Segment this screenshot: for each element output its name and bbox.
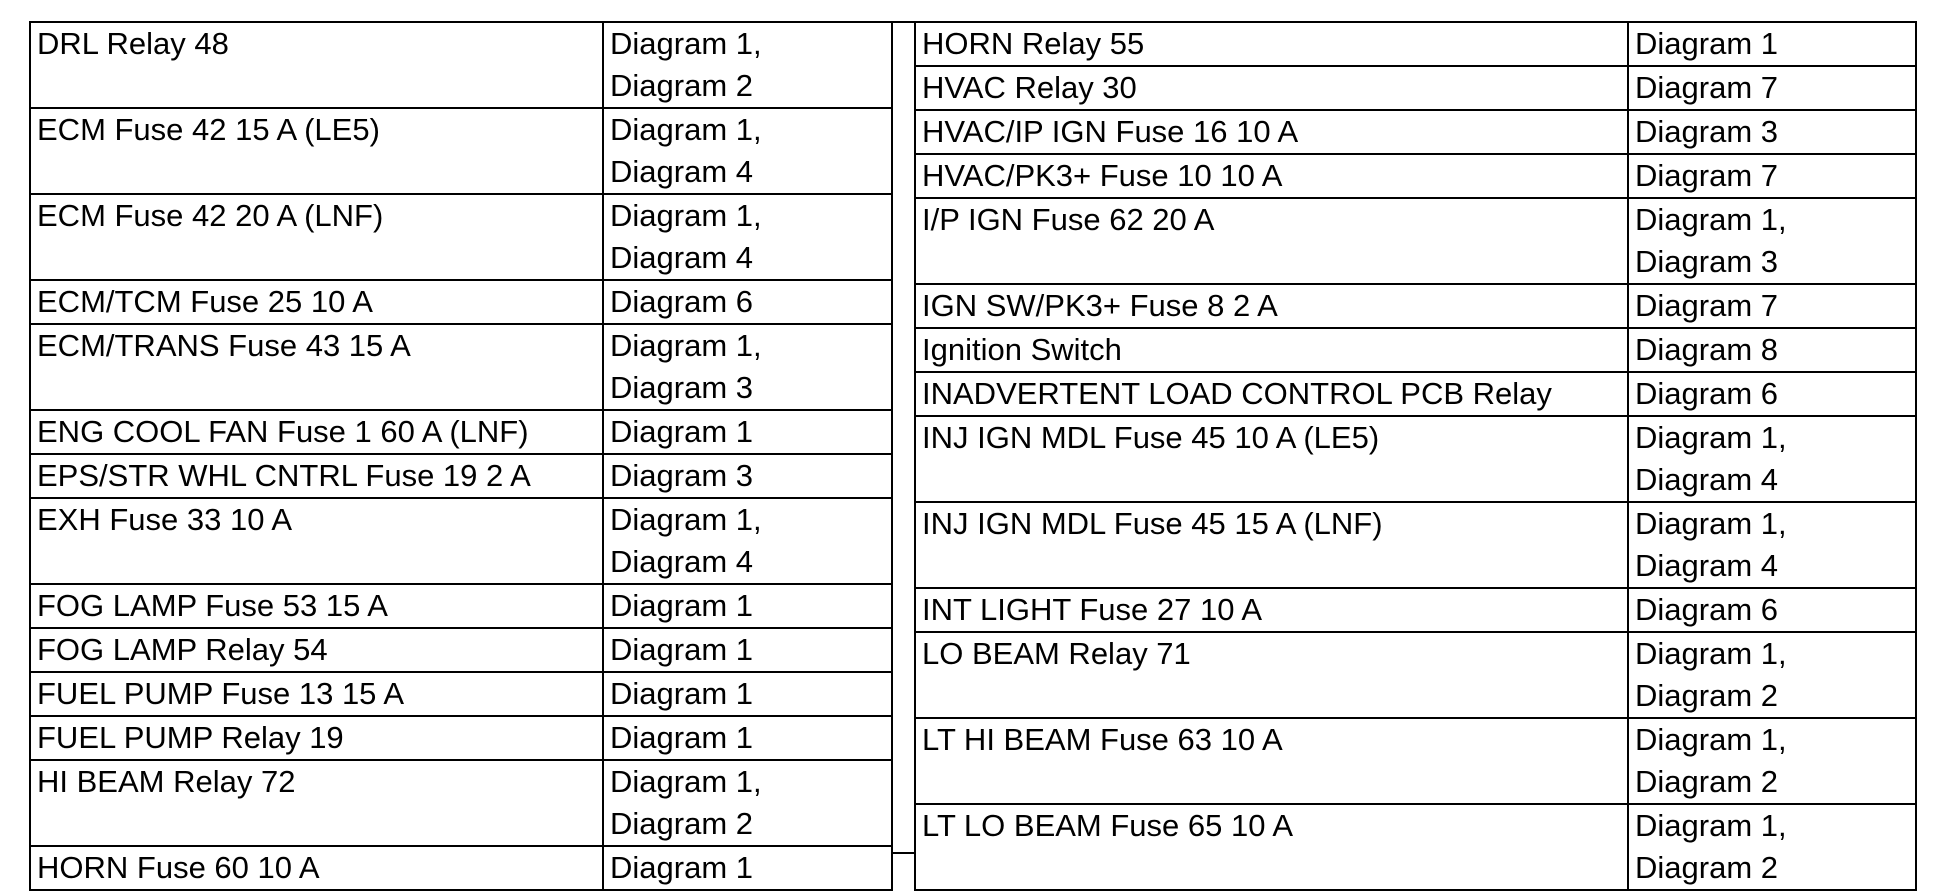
component-table-right xyxy=(914,21,1917,891)
component-name-cell: HVAC/IP IGN Fuse 16 10 A xyxy=(916,111,1629,153)
table-row xyxy=(916,417,1915,503)
table-row xyxy=(916,329,1915,373)
component-name-cell: HVAC/PK3+ Fuse 10 10 A xyxy=(916,155,1629,197)
diagram-reference-cell: Diagram 1, Diagram 2 xyxy=(610,26,762,103)
table-row xyxy=(31,629,891,673)
component-name-cell: ECM/TRANS Fuse 43 15 A xyxy=(31,325,604,409)
diagram-reference-cell: Diagram 1, Diagram 4 xyxy=(1635,420,1787,497)
component-name-cell: HORN Relay 55 xyxy=(916,23,1629,65)
column-gap xyxy=(893,21,914,854)
table-row xyxy=(916,67,1915,111)
component-name-cell: INJ IGN MDL Fuse 45 10 A (LE5) xyxy=(916,417,1629,501)
table-row xyxy=(31,281,891,325)
table-row xyxy=(916,589,1915,633)
table-row xyxy=(916,111,1915,155)
component-name-cell: ECM/TCM Fuse 25 10 A xyxy=(31,281,604,323)
diagram-reference-cell: Diagram 8 xyxy=(1635,332,1778,367)
table-row xyxy=(31,717,891,761)
diagram-reference-cell: Diagram 1, Diagram 2 xyxy=(1635,722,1787,799)
table-row xyxy=(31,499,891,585)
table-row xyxy=(31,195,891,281)
table-row xyxy=(31,673,891,717)
table-row xyxy=(916,719,1915,805)
diagram-reference-cell: Diagram 3 xyxy=(1635,114,1778,149)
component-name-cell: FUEL PUMP Fuse 13 15 A xyxy=(31,673,604,715)
component-name-cell: INADVERTENT LOAD CONTROL PCB Relay xyxy=(916,373,1629,415)
diagram-reference-cell: Diagram 7 xyxy=(1635,158,1778,193)
component-name-cell: FUEL PUMP Relay 19 xyxy=(31,717,604,759)
component-name-cell: DRL Relay 48 xyxy=(31,23,604,107)
diagram-reference-cell: Diagram 3 xyxy=(610,458,753,493)
diagram-reference-cell: Diagram 1 xyxy=(610,632,753,667)
table-row xyxy=(916,199,1915,285)
table-row xyxy=(916,373,1915,417)
table-row xyxy=(916,633,1915,719)
component-name-cell: Ignition Switch xyxy=(916,329,1629,371)
table-row xyxy=(916,155,1915,199)
component-name-cell: HORN Fuse 60 10 A xyxy=(31,847,604,889)
diagram-reference-cell: Diagram 6 xyxy=(610,284,753,319)
component-name-cell: LT HI BEAM Fuse 63 10 A xyxy=(916,719,1629,803)
diagram-reference-cell: Diagram 1 xyxy=(610,588,753,623)
diagram-reference-cell: Diagram 1, Diagram 3 xyxy=(1635,202,1787,279)
diagram-reference-cell: Diagram 1 xyxy=(610,850,753,885)
component-name-cell: ECM Fuse 42 20 A (LNF) xyxy=(31,195,604,279)
diagram-reference-cell: Diagram 1 xyxy=(610,720,753,755)
component-name-cell: LT LO BEAM Fuse 65 10 A xyxy=(916,805,1629,889)
diagram-reference-cell: Diagram 1 xyxy=(610,676,753,711)
table-row xyxy=(31,847,891,891)
component-name-cell: IGN SW/PK3+ Fuse 8 2 A xyxy=(916,285,1629,327)
component-name-cell: FOG LAMP Fuse 53 15 A xyxy=(31,585,604,627)
component-name-cell: I/P IGN Fuse 62 20 A xyxy=(916,199,1629,283)
component-name-cell: ENG COOL FAN Fuse 1 60 A (LNF) xyxy=(31,411,604,453)
table-row xyxy=(31,761,891,847)
diagram-reference-cell: Diagram 6 xyxy=(1635,592,1778,627)
component-table-left xyxy=(29,21,893,891)
component-name-cell: INT LIGHT Fuse 27 10 A xyxy=(916,589,1629,631)
diagram-reference-cell: Diagram 1 xyxy=(610,414,753,449)
component-name-cell: INJ IGN MDL Fuse 45 15 A (LNF) xyxy=(916,503,1629,587)
diagram-reference-cell: Diagram 1, Diagram 2 xyxy=(1635,636,1787,713)
table-row xyxy=(31,455,891,499)
diagram-reference-cell: Diagram 1, Diagram 3 xyxy=(610,328,762,405)
diagram-reference-cell: Diagram 6 xyxy=(1635,376,1778,411)
diagram-reference-cell: Diagram 7 xyxy=(1635,70,1778,105)
component-name-cell: LO BEAM Relay 71 xyxy=(916,633,1629,717)
table-row xyxy=(916,285,1915,329)
diagram-reference-cell: Diagram 1 xyxy=(1635,26,1778,61)
diagram-reference-cell: Diagram 1, Diagram 4 xyxy=(610,198,762,275)
table-row xyxy=(31,109,891,195)
table-row xyxy=(31,325,891,411)
diagram-reference-cell: Diagram 1, Diagram 4 xyxy=(1635,506,1787,583)
table-row xyxy=(31,585,891,629)
diagram-reference-cell: Diagram 7 xyxy=(1635,288,1778,323)
diagram-reference-cell: Diagram 1, Diagram 2 xyxy=(1635,808,1787,885)
component-name-cell: EPS/STR WHL CNTRL Fuse 19 2 A xyxy=(31,455,604,497)
table-row xyxy=(31,23,891,109)
component-name-cell: HI BEAM Relay 72 xyxy=(31,761,604,845)
table-row xyxy=(916,23,1915,67)
component-name-cell: ECM Fuse 42 15 A (LE5) xyxy=(31,109,604,193)
component-name-cell: HVAC Relay 30 xyxy=(916,67,1629,109)
table-row xyxy=(916,503,1915,589)
component-name-cell: FOG LAMP Relay 54 xyxy=(31,629,604,671)
diagram-reference-cell: Diagram 1, Diagram 4 xyxy=(610,112,762,189)
diagram-reference-cell: Diagram 1, Diagram 2 xyxy=(610,764,762,841)
diagram-reference-cell: Diagram 1, Diagram 4 xyxy=(610,502,762,579)
component-name-cell: EXH Fuse 33 10 A xyxy=(31,499,604,583)
table-row xyxy=(31,411,891,455)
table-row xyxy=(916,805,1915,891)
